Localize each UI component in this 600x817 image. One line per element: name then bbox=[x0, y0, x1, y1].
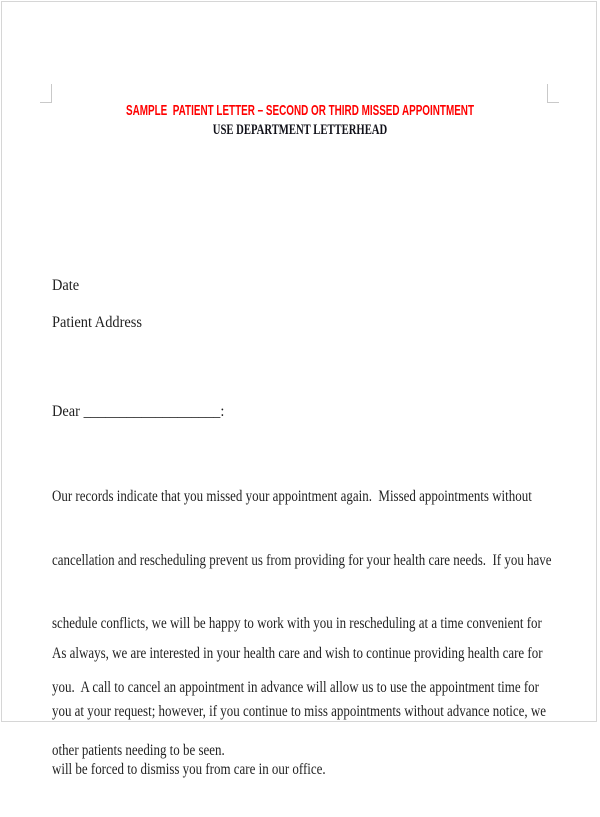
salutation-line: Dear ___________________: bbox=[52, 403, 225, 420]
paragraph-line: As always, we are interested in your health care and wish to continue providing health care for bbox=[52, 645, 543, 662]
paragraph-line: will be forced to dismiss you from care in our office. bbox=[52, 761, 326, 778]
paragraph-line: schedule conflicts, we will be happy to work with you in rescheduling at a time convenient for bbox=[52, 615, 542, 632]
paragraph-line: you at your request; however, if you continue to miss appointments without advance notice, we bbox=[52, 703, 547, 720]
document-subtitle: USE DEPARTMENT LETTERHEAD bbox=[212, 122, 388, 138]
document-title: SAMPLE PATIENT LETTER – SECOND OR THIRD MISSED APPOINTMENT bbox=[126, 102, 474, 119]
paragraph-line: Our records indicate that you missed your appointment again. Missed appointments without bbox=[52, 488, 532, 505]
top-right-margin-mark bbox=[547, 84, 548, 103]
top-left-margin-mark bbox=[40, 102, 52, 103]
patient-address-placeholder: Patient Address bbox=[52, 314, 142, 331]
paragraph-line: cancellation and rescheduling prevent us from providing for your health care needs. If you have bbox=[52, 551, 552, 569]
date-placeholder: Date bbox=[52, 277, 80, 294]
body-paragraph-2 bbox=[52, 607, 587, 817]
top-left-margin-mark bbox=[51, 84, 52, 103]
paragraph-line: other patients needing to be seen. bbox=[52, 742, 225, 759]
top-right-margin-mark bbox=[547, 102, 559, 103]
paragraph-line: you. A call to cancel an appointment in advance will allow us to use the appointment time for bbox=[52, 678, 539, 696]
